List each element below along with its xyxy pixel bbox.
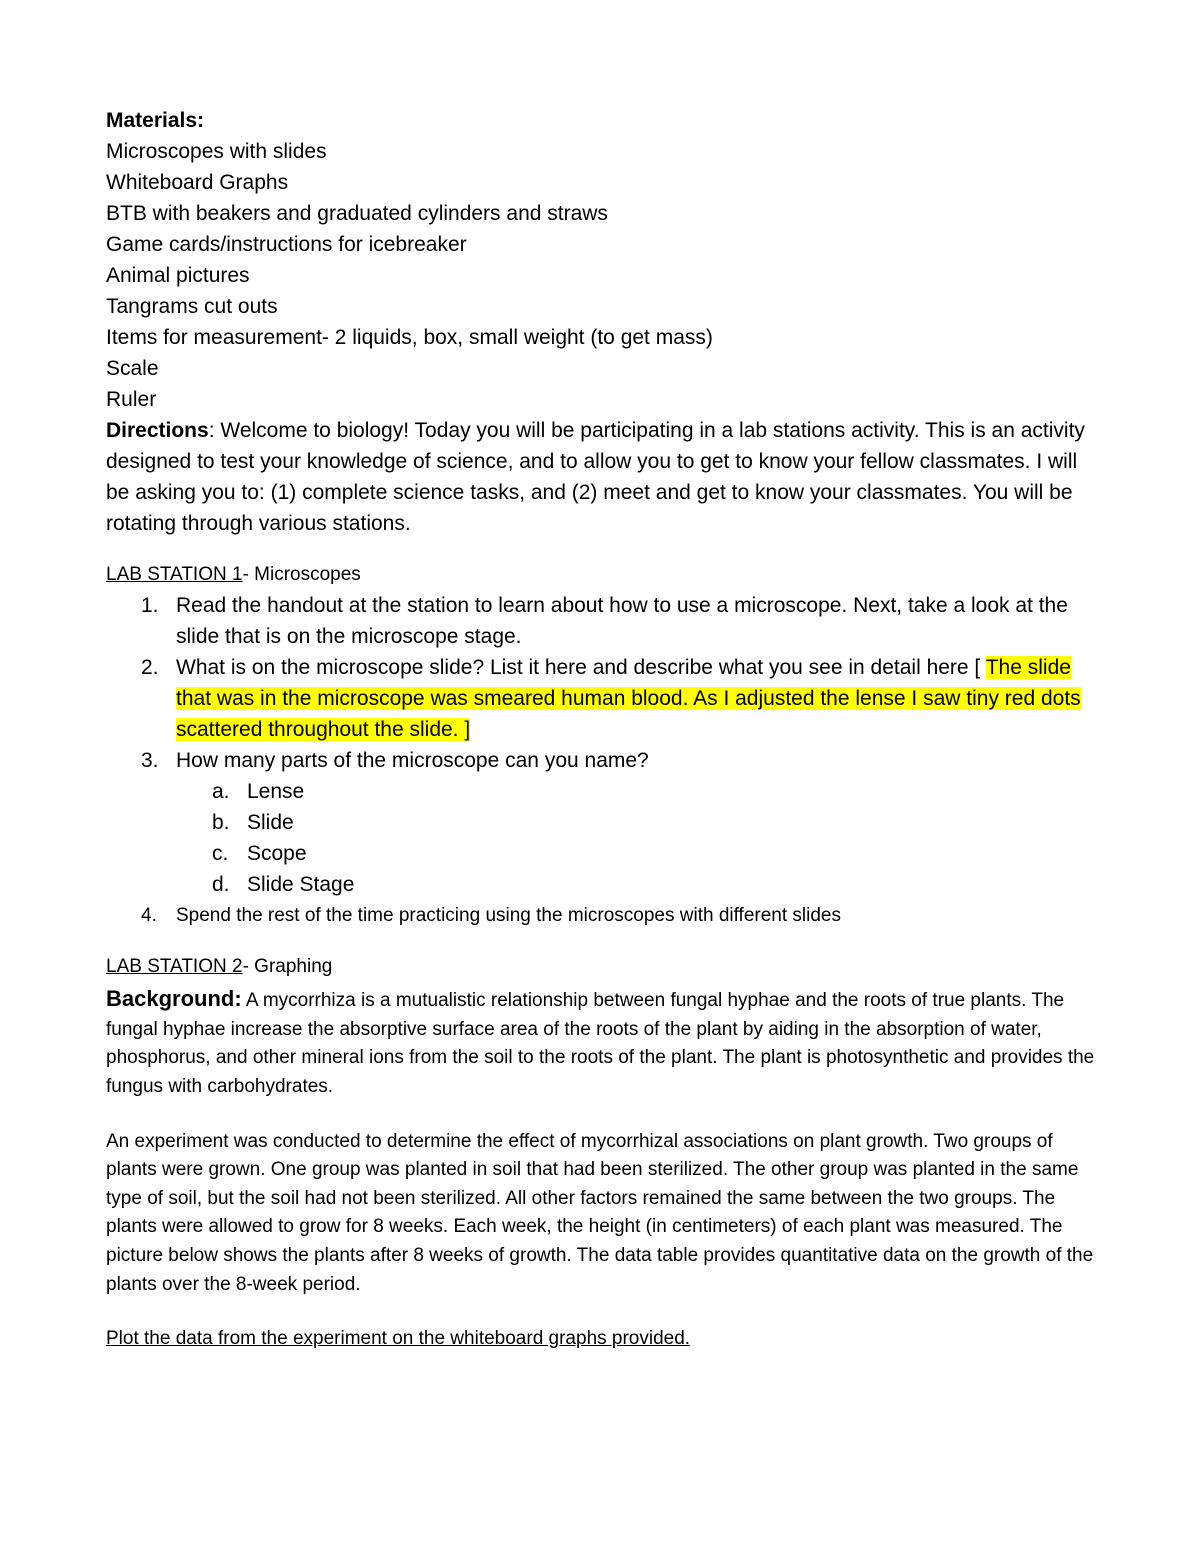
- microscope-part: [106, 776, 1106, 807]
- part-letter: d.: [212, 872, 230, 896]
- background-paragraph: [106, 985, 1106, 1101]
- background-text: A mycorrhiza is a mutualistic relationship between fungal hyphae and the roots of true plants. The fungal hyphae increase the absorptive surface area of the roots of the plant by aiding in the absorption of water, phosphorus, and other mineral ions from the soil to the roots of the plant. The plant is photosynthetic and provides the fungus with carbohydrates.: [106, 990, 1095, 1097]
- station-1-step-1: [106, 590, 1106, 652]
- step-number: 3.: [141, 748, 159, 772]
- station-1-title-rest: - Microscopes: [242, 564, 361, 585]
- material-item: Animal pictures: [106, 264, 250, 287]
- station-1-title: [106, 561, 1106, 590]
- part-text: Slide: [247, 810, 294, 834]
- station-2-title-underlined: LAB STATION 2: [106, 955, 243, 977]
- material-item: BTB with beakers and graduated cylinders and straws: [106, 202, 608, 225]
- station-1-steps: [106, 590, 1106, 931]
- step-text: Spend the rest of the time practicing using the microscopes with different slides: [176, 904, 841, 926]
- part-text: Scope: [247, 841, 307, 865]
- directions-text: : Welcome to biology! Today you will be participating in a lab stations activity. This is an activity designed to test your knowledge of science, and to allow you to get to know your fellow classmates. I will be asking you to: (1) complete science tasks, and (2) meet and get to know your classmates. You will be rotating through various stations.: [106, 419, 1085, 535]
- highlighted-answer: The slide that was in the microscope was smeared human blood. As I adjusted the lense I saw tiny red dots scattered throughout the slide. ]: [176, 655, 1081, 741]
- part-letter: c.: [212, 841, 229, 865]
- directions-label: Directions: [106, 419, 209, 442]
- material-item: Items for measurement- 2 liquids, box, small weight (to get mass): [106, 326, 713, 349]
- material-item: Scale: [106, 357, 159, 380]
- station-1-step-3: [106, 745, 1106, 900]
- microscope-parts-list: [176, 776, 1106, 900]
- material-item: Game cards/instructions for icebreaker: [106, 233, 467, 256]
- step-number: 1.: [141, 593, 159, 617]
- step-number: 2.: [141, 655, 159, 679]
- materials-section: [106, 105, 1106, 539]
- microscope-part: [106, 838, 1106, 869]
- material-item: Whiteboard Graphs: [106, 171, 289, 194]
- station-2-title: [106, 953, 1106, 982]
- part-letter: b.: [212, 810, 230, 834]
- station-1-step-4: [106, 900, 1106, 931]
- microscope-part: [106, 807, 1106, 838]
- step-text: Read the handout at the station to learn about how to use a microscope. Next, take a look at the slide that is on the microscope stage.: [176, 593, 1068, 648]
- material-item: Tangrams cut outs: [106, 295, 278, 318]
- material-item: Microscopes with slides: [106, 140, 327, 163]
- part-letter: a.: [212, 779, 230, 803]
- part-text: Slide Stage: [247, 872, 355, 896]
- lab-station-1-section: [106, 561, 1106, 931]
- plot-instruction: Plot the data from the experiment on the whiteboard graphs provided.: [106, 1328, 691, 1350]
- document-page: [106, 105, 1106, 1354]
- background-label: Background:: [106, 986, 242, 1012]
- station-1-title-underlined: LAB STATION 1: [106, 564, 243, 585]
- lab-station-2-section: [106, 953, 1106, 1354]
- part-text: Lense: [247, 779, 305, 803]
- step-text: How many parts of the microscope can you name?: [176, 748, 649, 772]
- microscope-part: [106, 869, 1106, 900]
- step-number: 4.: [141, 904, 157, 926]
- directions-paragraph: [106, 415, 1106, 539]
- station-2-title-rest: - Graphing: [242, 955, 333, 977]
- station-1-step-2: [106, 652, 1106, 745]
- step-text: What is on the microscope slide? List it here and describe what you see in detail here [: [176, 655, 986, 679]
- experiment-paragraph: An experiment was conducted to determine the effect of mycorrhizal associations on plant growth. Two groups of plants were grown. One group was planted in soil that had been sterilized. The other group was planted in the same type of soil, but the soil had not been sterilized. All other factors remained the same between the two groups. The plants were allowed to grow for 8 weeks. Each week, the height (in centimeters) of each plant was measured. The picture below shows the plants after 8 weeks of growth. The data table provides quantitative data on the growth of the plants over the 8-week period.: [106, 1130, 1094, 1295]
- materials-heading: Materials:: [106, 109, 205, 132]
- material-item: Ruler: [106, 388, 157, 411]
